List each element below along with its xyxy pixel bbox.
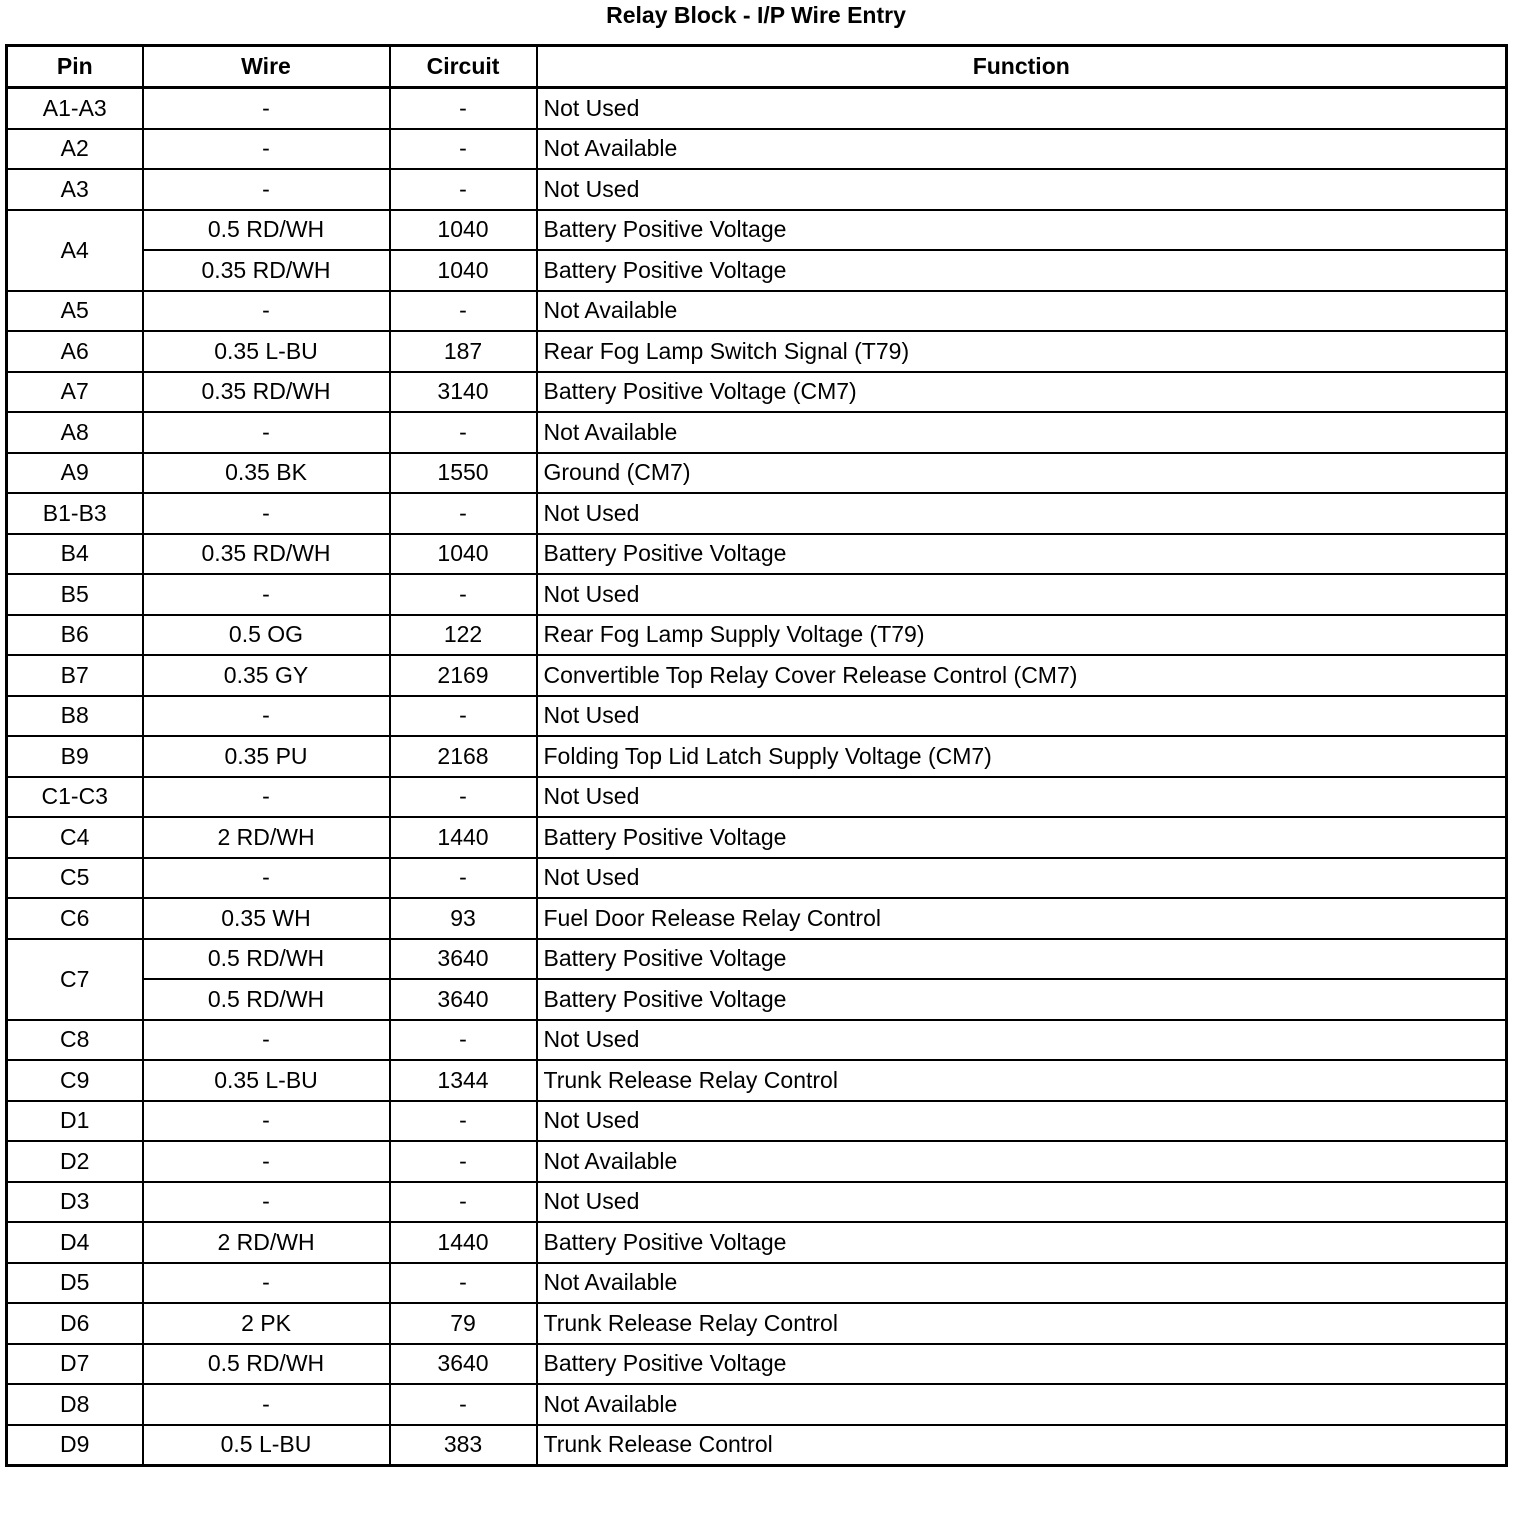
cell-circuit: 1040 (390, 534, 537, 575)
cell-pin: C1-C3 (7, 777, 143, 818)
cell-function: Not Used (537, 169, 1507, 210)
table-row (7, 898, 1507, 939)
cell-circuit: - (390, 1263, 537, 1304)
cell-pin: A5 (7, 291, 143, 332)
cell-function: Not Used (537, 88, 1507, 129)
cell-circuit: - (390, 1141, 537, 1182)
cell-function: Not Available (537, 1263, 1507, 1304)
cell-wire: - (143, 1182, 390, 1223)
cell-function: Not Available (537, 129, 1507, 170)
table-row (7, 1425, 1507, 1466)
cell-pin: B4 (7, 534, 143, 575)
cell-circuit: - (390, 1384, 537, 1425)
column-header-circuit: Circuit (390, 46, 537, 88)
table-row (7, 169, 1507, 210)
cell-circuit: 1040 (390, 250, 537, 291)
cell-pin: B9 (7, 736, 143, 777)
table-row (7, 574, 1507, 615)
cell-function: Not Used (537, 1101, 1507, 1142)
cell-function: Not Available (537, 412, 1507, 453)
cell-circuit: - (390, 412, 537, 453)
cell-wire: - (143, 493, 390, 534)
cell-circuit: 383 (390, 1425, 537, 1466)
cell-wire: 0.35 WH (143, 898, 390, 939)
cell-function: Trunk Release Control (537, 1425, 1507, 1466)
cell-circuit: - (390, 129, 537, 170)
cell-circuit: - (390, 1020, 537, 1061)
cell-circuit: 122 (390, 615, 537, 656)
table-row (7, 1101, 1507, 1142)
cell-circuit: 3640 (390, 939, 537, 980)
cell-wire: - (143, 169, 390, 210)
cell-circuit: 1440 (390, 817, 537, 858)
pin-table (5, 44, 1508, 1467)
cell-function: Not Used (537, 1182, 1507, 1223)
table-row (7, 1141, 1507, 1182)
cell-function: Not Used (537, 574, 1507, 615)
table-row (7, 858, 1507, 899)
cell-circuit: 187 (390, 331, 537, 372)
cell-circuit: - (390, 88, 537, 129)
cell-pin: B8 (7, 696, 143, 737)
table-row (7, 655, 1507, 696)
table-row (7, 736, 1507, 777)
table-row (7, 1303, 1507, 1344)
table-row (7, 615, 1507, 656)
table-row (7, 1222, 1507, 1263)
cell-pin: D6 (7, 1303, 143, 1344)
table-row (7, 493, 1507, 534)
cell-circuit: - (390, 1101, 537, 1142)
cell-wire: - (143, 574, 390, 615)
cell-wire: 0.35 RD/WH (143, 372, 390, 413)
cell-function: Rear Fog Lamp Supply Voltage (T79) (537, 615, 1507, 656)
cell-pin: A6 (7, 331, 143, 372)
cell-pin: B6 (7, 615, 143, 656)
cell-wire: 2 RD/WH (143, 817, 390, 858)
cell-function: Battery Positive Voltage (CM7) (537, 372, 1507, 413)
cell-function: Battery Positive Voltage (537, 210, 1507, 251)
cell-circuit: - (390, 169, 537, 210)
page-title: Relay Block - I/P Wire Entry (606, 2, 906, 28)
table-row (7, 453, 1507, 494)
cell-circuit: 1440 (390, 1222, 537, 1263)
cell-function: Not Used (537, 777, 1507, 818)
table-row (7, 1060, 1507, 1101)
cell-wire: 0.5 L-BU (143, 1425, 390, 1466)
cell-wire: 2 RD/WH (143, 1222, 390, 1263)
cell-circuit: - (390, 493, 537, 534)
cell-wire: - (143, 1141, 390, 1182)
table-row (7, 777, 1507, 818)
table-row (7, 1263, 1507, 1304)
table-row (7, 331, 1507, 372)
cell-pin: C6 (7, 898, 143, 939)
cell-function: Not Used (537, 696, 1507, 737)
cell-circuit: - (390, 574, 537, 615)
column-header-wire: Wire (143, 46, 390, 88)
table-row (7, 817, 1507, 858)
cell-circuit: 93 (390, 898, 537, 939)
cell-pin: B5 (7, 574, 143, 615)
cell-circuit: 2169 (390, 655, 537, 696)
table-row (7, 1182, 1507, 1223)
table-row (7, 696, 1507, 737)
cell-circuit: 1550 (390, 453, 537, 494)
cell-function: Not Used (537, 858, 1507, 899)
column-header-pin: Pin (7, 46, 143, 88)
table-row (7, 250, 1507, 291)
cell-wire: - (143, 777, 390, 818)
cell-function: Not Available (537, 1141, 1507, 1182)
cell-pin: A7 (7, 372, 143, 413)
cell-pin: C8 (7, 1020, 143, 1061)
cell-circuit: 2168 (390, 736, 537, 777)
table-row (7, 291, 1507, 332)
table-row (7, 1344, 1507, 1385)
cell-wire: 0.35 RD/WH (143, 534, 390, 575)
cell-function: Trunk Release Relay Control (537, 1303, 1507, 1344)
cell-wire: - (143, 1384, 390, 1425)
cell-circuit: 1344 (390, 1060, 537, 1101)
cell-wire: - (143, 858, 390, 899)
table-header-row (7, 46, 1507, 88)
cell-pin: D8 (7, 1384, 143, 1425)
cell-function: Fuel Door Release Relay Control (537, 898, 1507, 939)
cell-function: Rear Fog Lamp Switch Signal (T79) (537, 331, 1507, 372)
cell-circuit: - (390, 777, 537, 818)
cell-wire: 0.5 RD/WH (143, 979, 390, 1020)
cell-function: Battery Positive Voltage (537, 1222, 1507, 1263)
table-body (7, 88, 1507, 1466)
table-row (7, 372, 1507, 413)
cell-wire: 0.5 RD/WH (143, 210, 390, 251)
cell-function: Not Available (537, 291, 1507, 332)
cell-function: Not Used (537, 1020, 1507, 1061)
cell-pin: D1 (7, 1101, 143, 1142)
cell-wire: 0.5 RD/WH (143, 939, 390, 980)
cell-function: Convertible Top Relay Cover Release Control (CM7) (537, 655, 1507, 696)
cell-circuit: 79 (390, 1303, 537, 1344)
cell-pin: D2 (7, 1141, 143, 1182)
cell-function: Battery Positive Voltage (537, 979, 1507, 1020)
cell-pin: A9 (7, 453, 143, 494)
cell-circuit: 3640 (390, 979, 537, 1020)
cell-pin: D3 (7, 1182, 143, 1223)
cell-pin: A8 (7, 412, 143, 453)
cell-pin: A4 (7, 210, 143, 291)
cell-pin: C5 (7, 858, 143, 899)
cell-function: Battery Positive Voltage (537, 1344, 1507, 1385)
cell-pin: A2 (7, 129, 143, 170)
cell-wire: - (143, 88, 390, 129)
table-row (7, 129, 1507, 170)
table-row (7, 88, 1507, 129)
cell-pin: A1-A3 (7, 88, 143, 129)
cell-function: Not Available (537, 1384, 1507, 1425)
cell-pin: C4 (7, 817, 143, 858)
table-row (7, 979, 1507, 1020)
table-row (7, 1384, 1507, 1425)
cell-circuit: - (390, 1182, 537, 1223)
cell-function: Not Used (537, 493, 1507, 534)
column-header-function: Function (537, 46, 1507, 88)
cell-pin: B7 (7, 655, 143, 696)
cell-wire: 0.35 RD/WH (143, 250, 390, 291)
cell-pin: B1-B3 (7, 493, 143, 534)
cell-function: Battery Positive Voltage (537, 939, 1507, 980)
cell-circuit: - (390, 291, 537, 332)
cell-wire: 2 PK (143, 1303, 390, 1344)
table-row (7, 412, 1507, 453)
table-row (7, 210, 1507, 251)
cell-wire: - (143, 129, 390, 170)
cell-wire: - (143, 1101, 390, 1142)
cell-circuit: 1040 (390, 210, 537, 251)
table-row (7, 939, 1507, 980)
cell-wire: 0.5 RD/WH (143, 1344, 390, 1385)
cell-function: Ground (CM7) (537, 453, 1507, 494)
cell-wire: - (143, 696, 390, 737)
cell-function: Battery Positive Voltage (537, 250, 1507, 291)
cell-wire: - (143, 412, 390, 453)
cell-function: Battery Positive Voltage (537, 817, 1507, 858)
cell-wire: 0.35 BK (143, 453, 390, 494)
cell-circuit: - (390, 696, 537, 737)
cell-pin: A3 (7, 169, 143, 210)
cell-circuit: 3640 (390, 1344, 537, 1385)
cell-function: Battery Positive Voltage (537, 534, 1507, 575)
cell-wire: 0.35 GY (143, 655, 390, 696)
cell-pin: D7 (7, 1344, 143, 1385)
cell-function: Folding Top Lid Latch Supply Voltage (CM7) (537, 736, 1507, 777)
cell-pin: D9 (7, 1425, 143, 1466)
cell-pin: D5 (7, 1263, 143, 1304)
cell-circuit: - (390, 858, 537, 899)
cell-wire: - (143, 291, 390, 332)
cell-pin: D4 (7, 1222, 143, 1263)
cell-wire: - (143, 1020, 390, 1061)
cell-pin: C9 (7, 1060, 143, 1101)
table-row (7, 534, 1507, 575)
cell-wire: 0.35 PU (143, 736, 390, 777)
cell-function: Trunk Release Relay Control (537, 1060, 1507, 1101)
cell-wire: 0.35 L-BU (143, 1060, 390, 1101)
cell-circuit: 3140 (390, 372, 537, 413)
cell-wire: 0.35 L-BU (143, 331, 390, 372)
cell-wire: 0.5 OG (143, 615, 390, 656)
cell-wire: - (143, 1263, 390, 1304)
cell-pin: C7 (7, 939, 143, 1020)
table-row (7, 1020, 1507, 1061)
